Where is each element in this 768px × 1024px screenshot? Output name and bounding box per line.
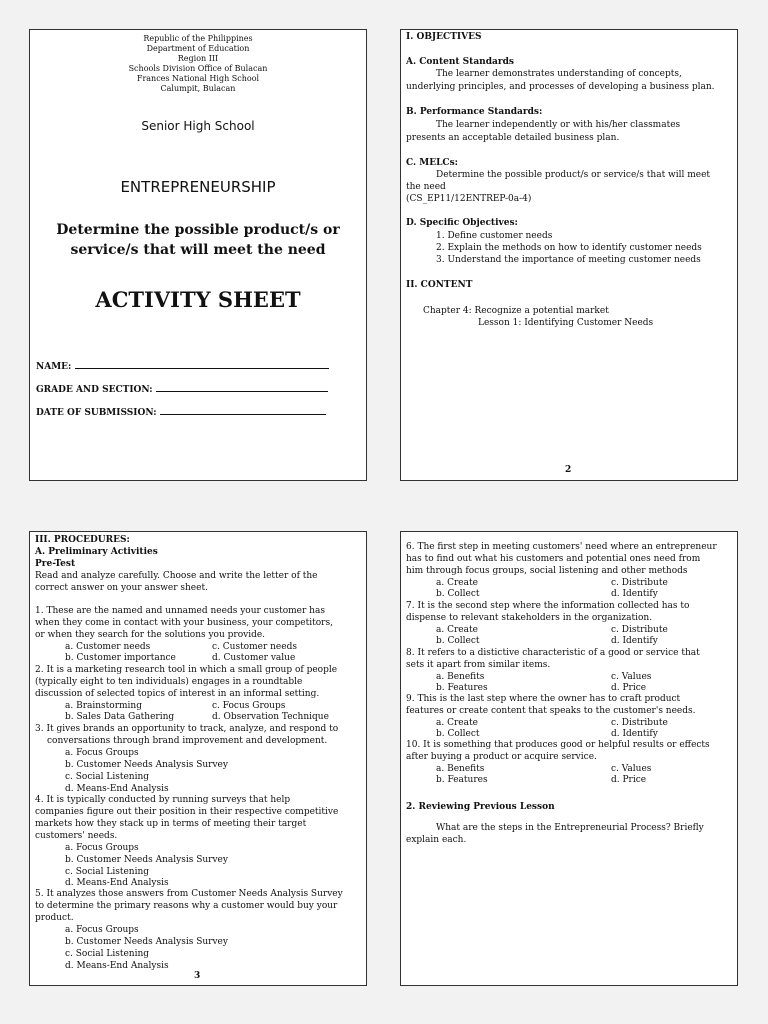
- question-text: 2. It is a marketing research tool in which a small group of people: [35, 665, 338, 675]
- submission-date-blank: [160, 406, 326, 415]
- question-text: 9. This is the last step where the owner has to craft product: [406, 694, 681, 704]
- procedures-page: [29, 531, 367, 986]
- question-text: features or create content that speaks to the customer's needs.: [406, 706, 696, 716]
- content-heading: II. CONTENT: [406, 280, 473, 290]
- answer-option: d. Identify: [611, 589, 658, 599]
- answer-option: b. Customer Needs Analysis Survey: [65, 855, 228, 865]
- header-line: Schools Division Office of Bulacan: [128, 64, 268, 73]
- answer-option: b. Sales Data Gathering: [65, 712, 175, 722]
- melcs-heading: C. MELCs:: [406, 158, 458, 168]
- specific-objectives-heading: D. Specific Objectives:: [406, 218, 518, 228]
- name-label: NAME:: [36, 362, 72, 372]
- preliminary-heading: A. Preliminary Activities: [35, 547, 158, 557]
- question-text: to determine the primary reasons why a customer would buy your: [35, 901, 338, 911]
- answer-option: d. Identify: [611, 729, 658, 739]
- grade-section-blank: [156, 383, 328, 392]
- question-text: product.: [35, 913, 74, 923]
- specific-objective-item: 1. Define customer needs: [436, 231, 553, 241]
- name-field[interactable]: [36, 360, 329, 373]
- topic-line: service/s that will meet the need: [70, 242, 326, 258]
- question-text: 6. The first step in meeting customers' need where an entrepreneur: [406, 542, 717, 552]
- content-standards-text: underlying principles, and processes of developing a business plan.: [406, 82, 715, 92]
- review-question: explain each.: [406, 835, 467, 845]
- question-text: 7. It is the second step where the information collected has to: [406, 601, 690, 611]
- instructions-text: Read and analyze carefully. Choose and write the letter of the: [35, 571, 318, 581]
- question-text: 3. It gives brands an opportunity to track, analyze, and respond to: [35, 724, 339, 734]
- answer-option: b. Customer importance: [65, 653, 176, 663]
- subject-title: ENTREPRENEURSHIP: [120, 178, 276, 196]
- answer-option: a. Create: [436, 578, 478, 588]
- answer-option: c. Values: [611, 672, 652, 682]
- answer-option: c. Customer needs: [212, 642, 297, 652]
- answer-option: b. Customer Needs Analysis Survey: [65, 937, 228, 947]
- question-text: discussion of selected topics of interest in an informal setting.: [35, 689, 320, 699]
- answer-option: b. Collect: [436, 589, 480, 599]
- objectives-page: [400, 29, 738, 481]
- answer-option: c. Social Listening: [65, 867, 150, 877]
- answer-option: a. Benefits: [436, 672, 485, 682]
- level-label: Senior High School: [141, 119, 255, 133]
- answer-option: a. Focus Groups: [65, 925, 139, 935]
- cover-page: [29, 29, 367, 481]
- question-text: (typically eight to ten individuals) engages in a roundtable: [35, 677, 303, 687]
- question-text: sets it apart from similar items.: [406, 660, 551, 670]
- question-text: 1. These are the named and unnamed needs your customer has: [35, 606, 325, 616]
- melcs-code: (CS_EP11/12ENTREP-0a-4): [406, 194, 532, 204]
- answer-option: a. Focus Groups: [65, 748, 139, 758]
- answer-option: d. Observation Technique: [212, 712, 329, 722]
- answer-option: d. Price: [611, 683, 647, 693]
- instructions-text: correct answer on your answer sheet.: [35, 583, 208, 593]
- answer-option: a. Benefits: [436, 764, 485, 774]
- lesson-title: Lesson 1: Identifying Customer Needs: [478, 318, 654, 328]
- answer-option: b. Features: [436, 775, 488, 785]
- melcs-text: the need: [406, 182, 446, 192]
- answer-option: d. Means-End Analysis: [65, 784, 169, 794]
- content-standards-text: The learner demonstrates understanding of concepts,: [436, 69, 682, 79]
- question-text: 10. It is something that produces good or helpful results or effects: [406, 740, 710, 750]
- page-number: 2: [565, 465, 572, 475]
- answer-option: b. Customer Needs Analysis Survey: [65, 760, 228, 770]
- question-text: companies figure out their position in their respective competitive: [35, 807, 339, 817]
- answer-option: c. Distribute: [611, 578, 668, 588]
- answer-option: d. Means-End Analysis: [65, 878, 169, 888]
- grade-section-field[interactable]: [36, 383, 328, 396]
- question-text: customers' needs.: [35, 831, 118, 841]
- question-text: 4. It is typically conducted by running surveys that help: [35, 795, 291, 805]
- review-question: What are the steps in the Entrepreneurial Process? Briefly: [436, 823, 704, 833]
- answer-option: c. Distribute: [611, 718, 668, 728]
- header-line: Republic of the Philippines: [143, 34, 253, 43]
- question-text: dispense to relevant stakeholders in the organization.: [406, 613, 653, 623]
- grade-section-label: GRADE AND SECTION:: [36, 385, 153, 395]
- answer-option: b. Features: [436, 683, 488, 693]
- name-blank: [75, 360, 329, 369]
- answer-option: d. Means-End Analysis: [65, 961, 169, 971]
- answer-option: a. Create: [436, 718, 478, 728]
- answer-option: c. Social Listening: [65, 772, 150, 782]
- performance-standards-text: The learner independently or with his/her classmates: [436, 120, 681, 130]
- question-text: him through focus groups, social listening and other methods: [406, 566, 688, 576]
- page-number: 3: [194, 971, 201, 981]
- question-text: when they come in contact with your business, your competitors,: [35, 618, 333, 628]
- answer-option: c. Focus Groups: [212, 701, 286, 711]
- pretest-heading: Pre-Test: [35, 559, 76, 569]
- header-line: Region III: [177, 54, 219, 63]
- answer-option: a. Focus Groups: [65, 843, 139, 853]
- performance-standards-heading: B. Performance Standards:: [406, 107, 543, 117]
- answer-option: d. Price: [611, 775, 647, 785]
- question-text: or when they search for the solutions you provide.: [35, 630, 266, 640]
- sheet-title: ACTIVITY SHEET: [95, 287, 301, 312]
- answer-option: a. Create: [436, 625, 478, 635]
- procedures-heading: III. PROCEDURES:: [35, 535, 130, 545]
- answer-option: d. Identify: [611, 636, 658, 646]
- melcs-text: Determine the possible product/s or service/s that will meet: [436, 170, 711, 180]
- header-line: Calumpit, Bulacan: [160, 84, 236, 93]
- submission-date-field[interactable]: [36, 406, 326, 419]
- answer-option: c. Distribute: [611, 625, 668, 635]
- performance-standards-text: presents an acceptable detailed business plan.: [406, 133, 620, 143]
- question-text: 8. It refers to a distictive characteristic of a good or service that: [406, 648, 700, 658]
- specific-objective-item: 3. Understand the importance of meeting customer needs: [436, 255, 701, 265]
- answer-option: a. Brainstorming: [65, 701, 142, 711]
- submission-date-label: DATE OF SUBMISSION:: [36, 408, 157, 418]
- answer-option: c. Values: [611, 764, 652, 774]
- header-line: Frances National High School: [136, 74, 260, 83]
- chapter-title: Chapter 4: Recognize a potential market: [423, 306, 609, 316]
- answer-option: c. Social Listening: [65, 949, 150, 959]
- content-standards-heading: A. Content Standards: [406, 57, 514, 67]
- answer-option: b. Collect: [436, 636, 480, 646]
- question-text: markets how they stack up in terms of meeting their target: [35, 819, 307, 829]
- question-text: after buying a product or acquire service.: [406, 752, 597, 762]
- answer-option: d. Customer value: [212, 653, 296, 663]
- review-heading: 2. Reviewing Previous Lesson: [406, 802, 555, 812]
- specific-objective-item: 2. Explain the methods on how to identify customer needs: [436, 243, 702, 253]
- objectives-heading: I. OBJECTIVES: [406, 32, 482, 42]
- topic-line: Determine the possible product/s or: [56, 222, 340, 238]
- question-text: has to find out what his customers and potential ones need from: [406, 554, 701, 564]
- pretest-continued-page: [400, 531, 738, 986]
- header-line: Department of Education: [146, 44, 250, 53]
- question-text: 5. It analyzes those answers from Customer Needs Analysis Survey: [35, 889, 343, 899]
- answer-option: b. Collect: [436, 729, 480, 739]
- question-text: conversations through brand improvement and development.: [47, 736, 328, 746]
- answer-option: a. Customer needs: [65, 642, 151, 652]
